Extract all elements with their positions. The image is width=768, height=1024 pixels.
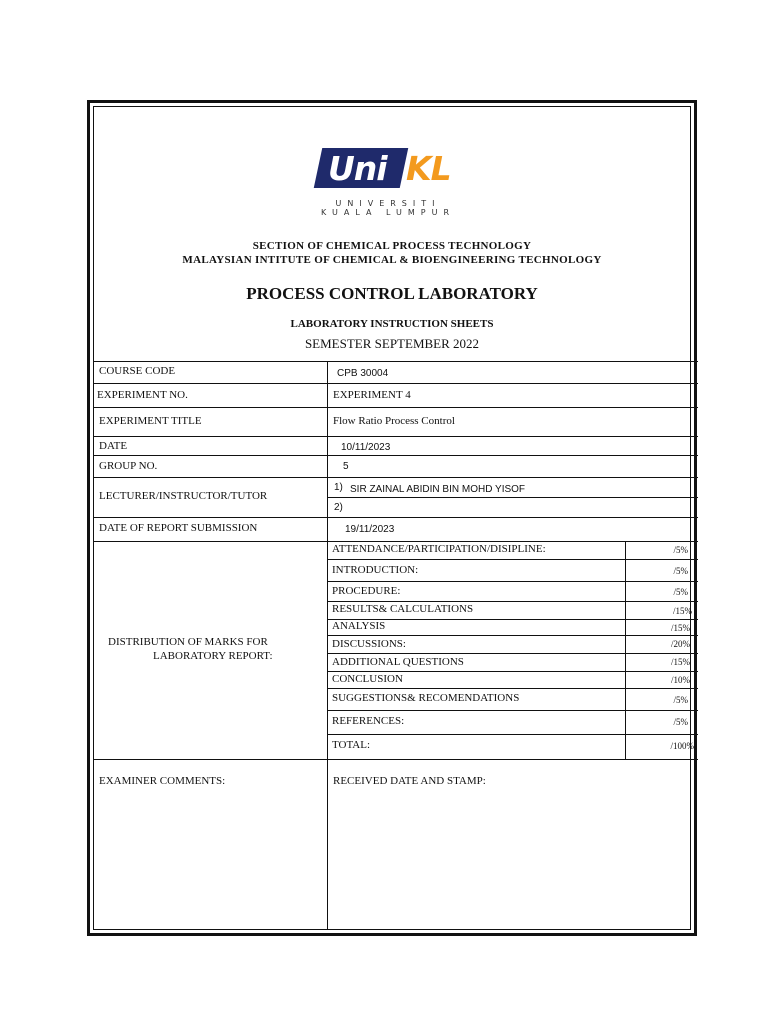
mark-value-attendance: /5% bbox=[673, 545, 688, 555]
lecturer-1-name: SIR ZAINAL ABIDIN BIN MOHD YISOF bbox=[350, 484, 526, 495]
mark-value-introduction: /5% bbox=[673, 566, 688, 576]
mark-value-discussions: /20% bbox=[671, 639, 690, 649]
mark-item-analysis: ANALYSIS bbox=[332, 620, 386, 632]
experiment-title-value: Flow Ratio Process Control bbox=[333, 415, 455, 427]
course-code-value: CPB 30004 bbox=[337, 368, 389, 379]
mark-item-total: TOTAL: bbox=[332, 739, 371, 751]
date-label: DATE bbox=[99, 440, 128, 452]
mark-item-suggestions: SUGGESTIONS& RECOMENDATIONS bbox=[332, 692, 520, 704]
date-value: 10/11/2023 bbox=[341, 442, 391, 453]
received-date-stamp-label: RECEIVED DATE AND STAMP: bbox=[333, 775, 486, 787]
lab-title: PROCESS CONTROL LABORATORY bbox=[246, 284, 538, 303]
mark-value-total: /100% bbox=[670, 741, 694, 751]
logo-subtitle-2: KUALA LUMPUR bbox=[320, 208, 456, 217]
submission-label: DATE OF REPORT SUBMISSION bbox=[99, 522, 258, 534]
lecturer-label: LECTURER/INSTRUCTOR/TUTOR bbox=[99, 490, 268, 502]
mark-item-results: RESULTS& CALCULATIONS bbox=[332, 603, 474, 615]
mark-value-results: /15% bbox=[673, 606, 692, 616]
institute-heading: MALAYSIAN INTITUTE OF CHEMICAL & BIOENGINEERING TECHNOLOGY bbox=[182, 254, 602, 266]
lecturer-2-number: 2) bbox=[334, 502, 343, 513]
logo-uni-text: Uni bbox=[328, 149, 387, 188]
mark-item-conclusion: CONCLUSION bbox=[332, 673, 403, 685]
experiment-title-label: EXPERIMENT TITLE bbox=[99, 415, 202, 427]
mark-item-procedure: PROCEDURE: bbox=[332, 585, 401, 597]
sheets-heading: LABORATORY INSTRUCTION SHEETS bbox=[290, 318, 494, 330]
semester-heading: SEMESTER SEPTEMBER 2022 bbox=[304, 336, 480, 351]
group-value: 5 bbox=[343, 461, 349, 472]
mark-item-references: REFERENCES: bbox=[332, 715, 405, 727]
mark-item-additional-questions: ADDITIONAL QUESTIONS bbox=[332, 656, 464, 668]
mark-item-introduction: INTRODUCTION: bbox=[332, 564, 419, 576]
mark-item-discussions: DISCUSSIONS: bbox=[332, 638, 406, 650]
marks-distribution-label-1: DISTRIBUTION OF MARKS FOR bbox=[108, 636, 268, 648]
lecturer-1-number: 1) bbox=[334, 482, 343, 493]
examiner-comments-label: EXAMINER COMMENTS: bbox=[99, 775, 226, 787]
mark-value-suggestions: /5% bbox=[673, 695, 688, 705]
mark-value-additional-questions: /15% bbox=[671, 657, 690, 667]
mark-item-attendance: ATTENDANCE/PARTICIPATION/DISIPLINE: bbox=[332, 543, 546, 555]
unikl-logo bbox=[318, 148, 458, 218]
course-code-label: COURSE CODE bbox=[99, 365, 176, 377]
mark-value-references: /5% bbox=[673, 717, 688, 727]
submission-value: 19/11/2023 bbox=[345, 524, 395, 535]
logo-subtitle-1: UNIVERSITI bbox=[335, 199, 441, 208]
page-inner-border bbox=[93, 106, 691, 930]
marks-distribution-label-2: LABORATORY REPORT: bbox=[153, 650, 273, 662]
mark-value-conclusion: /10% bbox=[671, 675, 690, 685]
section-heading: SECTION OF CHEMICAL PROCESS TECHNOLOGY bbox=[252, 240, 532, 252]
experiment-no-value: EXPERIMENT 4 bbox=[333, 389, 411, 401]
logo-kl-text: KL bbox=[406, 149, 451, 188]
experiment-no-label: EXPERIMENT NO. bbox=[97, 389, 188, 401]
mark-value-procedure: /5% bbox=[673, 587, 688, 597]
mark-value-analysis: /15% bbox=[671, 623, 690, 633]
group-label: GROUP NO. bbox=[99, 460, 158, 472]
